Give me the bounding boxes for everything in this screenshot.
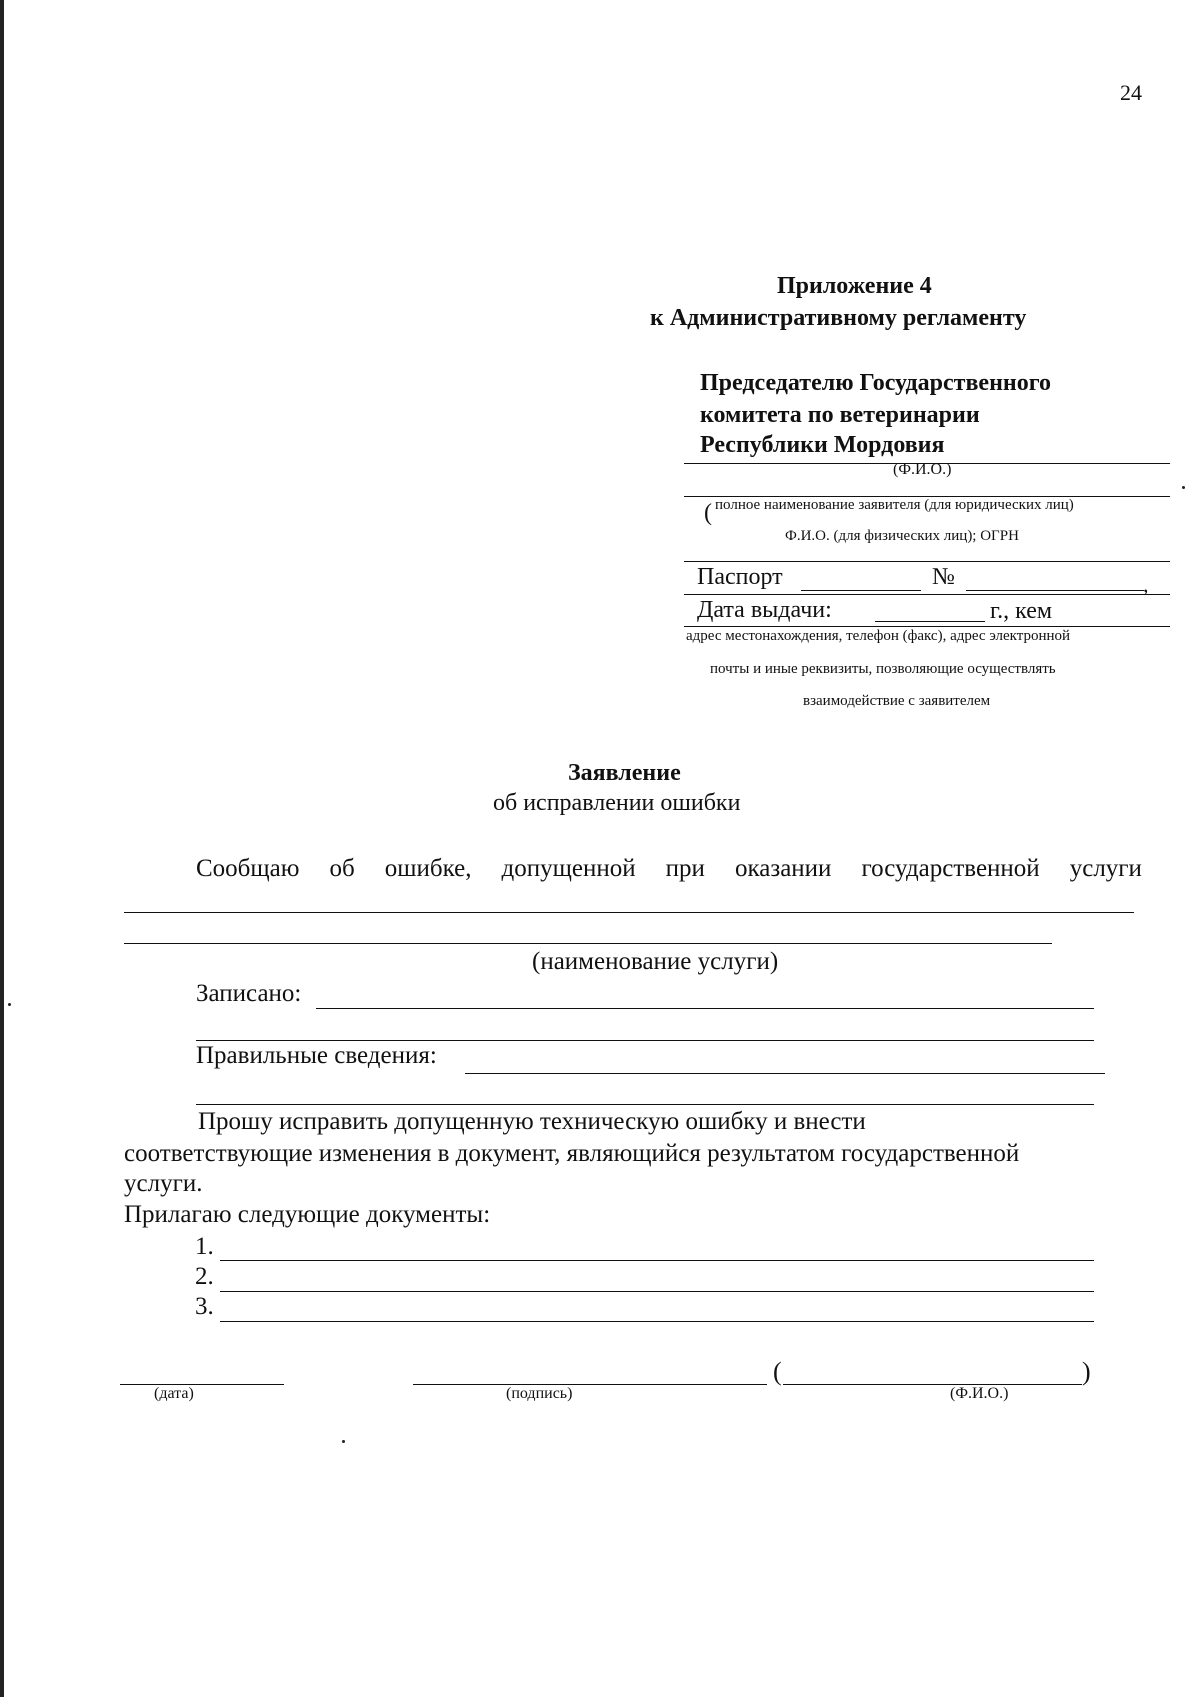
scan-speck (8, 1003, 11, 1006)
issue-suffix: г., кем (990, 598, 1053, 624)
scan-speck (342, 1440, 345, 1443)
issued-by-field[interactable] (684, 626, 1170, 627)
request-line-2: соответствующие изменения в документ, являющийся результатом государственной (124, 1140, 1020, 1167)
scan-speck (1182, 486, 1185, 489)
passport-number-field[interactable] (966, 590, 1144, 591)
report-word: государственной (861, 855, 1040, 882)
recorded-field-1[interactable] (316, 1008, 1094, 1009)
recorded-field-2[interactable] (196, 1040, 1094, 1041)
report-word: Сообщаю (196, 855, 300, 882)
passport-number-sign: № (932, 564, 955, 590)
issue-date-label: Дата выдачи: (697, 597, 832, 623)
statement-title: Заявление (568, 760, 681, 786)
passport-underline (684, 594, 1170, 595)
correct-field-2[interactable] (196, 1104, 1094, 1105)
signature-fio-field[interactable] (783, 1384, 1082, 1385)
date-caption: (дата) (154, 1385, 194, 1402)
address-caption-3: взаимодействие с заявителем (803, 693, 991, 709)
passport-comma: , (1143, 572, 1149, 597)
fio-close-paren: ) (1082, 1357, 1091, 1386)
attachment-number: 2. (195, 1263, 214, 1290)
attachment-number: 3. (195, 1293, 214, 1320)
scan-edge (0, 0, 4, 1697)
request-line-3: услуги. (124, 1170, 203, 1197)
statement-subtitle: об исправлении ошибки (493, 790, 741, 816)
service-name-field-1[interactable] (124, 912, 1134, 913)
fio-caption: (Ф.И.О.) (893, 461, 952, 478)
passport-label: Паспорт (697, 564, 783, 590)
service-caption: (наименование услуги) (532, 948, 779, 975)
appendix-title: Приложение 4 (777, 273, 932, 299)
attachment-field-2[interactable] (220, 1291, 1094, 1292)
attach-label: Прилагаю следующие документы: (124, 1201, 491, 1228)
request-line-1: Прошу исправить допущенную техническую ошибку и внести (198, 1108, 866, 1135)
fio-open-paren: ( (773, 1357, 782, 1386)
attachment-number: 1. (195, 1233, 214, 1260)
report-word: услуги (1069, 855, 1142, 882)
applicant-caption-1: полное наименование заявителя (для юридических лиц) (715, 497, 1074, 513)
recorded-label: Записано: (196, 980, 302, 1007)
attachment-field-3[interactable] (220, 1321, 1094, 1322)
applicant-line-2 (684, 561, 1170, 562)
report-word: допущенной (501, 855, 636, 882)
signature-caption: (подпись) (506, 1385, 573, 1402)
report-line (196, 855, 1142, 883)
issue-date-field[interactable] (875, 621, 985, 622)
addressee-line-1: Председателю Государственного (700, 370, 1052, 396)
correct-field-1[interactable] (465, 1073, 1105, 1074)
report-word: ошибке, (384, 855, 472, 882)
addressee-line-3: Республики Мордовия (700, 432, 945, 458)
report-word: об (329, 855, 355, 882)
appendix-subtitle: к Административному регламенту (650, 305, 1027, 331)
signature-fio-caption: (Ф.И.О.) (950, 1385, 1009, 1402)
address-caption-2: почты и иные реквизиты, позволяющие осуществлять (710, 661, 1056, 677)
service-name-field-2[interactable] (124, 943, 1052, 944)
signature-field[interactable] (413, 1384, 767, 1385)
address-caption-1: адрес местонахождения, телефон (факс), адрес электронной (686, 628, 1071, 644)
attachment-field-1[interactable] (220, 1260, 1094, 1261)
page-number: 24 (1120, 80, 1142, 105)
addressee-line-2: комитета по ветеринарии (700, 402, 980, 428)
report-word: оказании (734, 855, 832, 882)
applicant-caption-2: Ф.И.О. (для физических лиц); ОГРН (785, 528, 1019, 544)
applicant-paren: ( (704, 500, 712, 526)
correct-label: Правильные сведения: (196, 1042, 437, 1069)
report-word: при (665, 855, 705, 882)
date-field[interactable] (120, 1384, 284, 1385)
passport-series-field[interactable] (801, 590, 921, 591)
